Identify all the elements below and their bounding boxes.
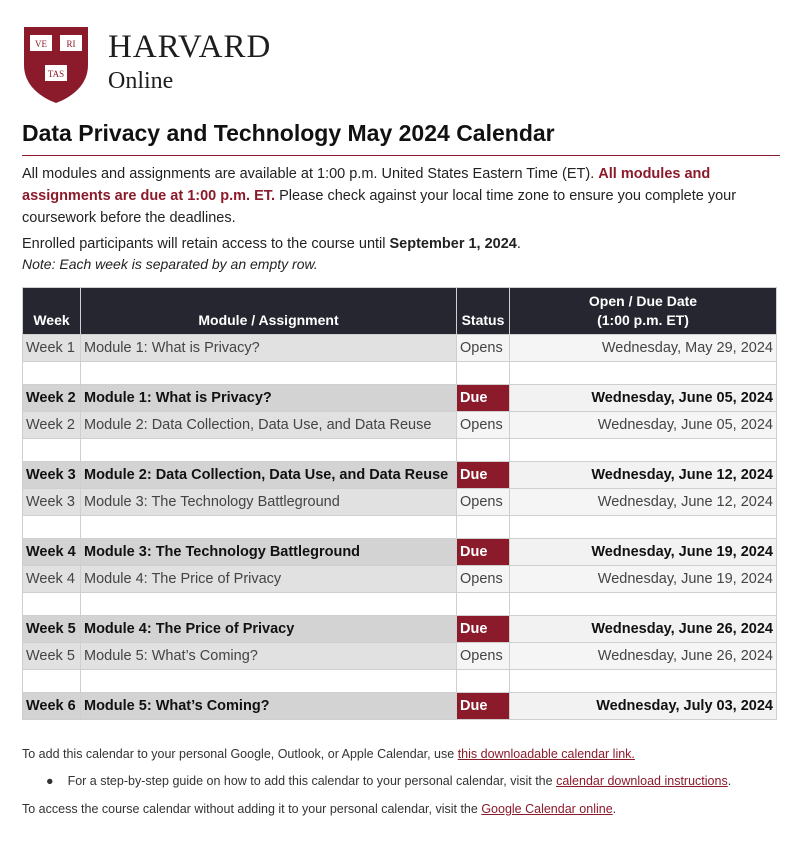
- intro-part1: All modules and assignments are available at 1:00 p.m. United States Eastern Time (ET).: [22, 166, 595, 182]
- harvard-shield-icon: [22, 25, 90, 105]
- harvard-online-logo: [22, 25, 271, 105]
- access-text: Enrolled participants will retain access to the course until: [22, 236, 386, 252]
- header-date: [510, 288, 777, 335]
- cell-module: Module 5: What’s Coming?: [81, 643, 457, 670]
- separator-row: [23, 439, 777, 462]
- header-module: Module / Assignment: [81, 288, 457, 335]
- bullet-dot-icon: ●: [46, 774, 54, 788]
- table-row: [23, 539, 777, 566]
- cell-date: Wednesday, June 19, 2024: [510, 539, 777, 566]
- cell-week: Week 4: [23, 566, 81, 593]
- intro-paragraph: [22, 163, 782, 229]
- cell-status: Opens: [457, 412, 510, 439]
- cell-week: Week 5: [23, 616, 81, 643]
- cell-date: Wednesday, June 05, 2024: [510, 385, 777, 412]
- table-row: [23, 412, 777, 439]
- cell-status-due: Due: [457, 385, 510, 412]
- cell-status: Opens: [457, 489, 510, 516]
- cell-status-due: Due: [457, 539, 510, 566]
- bullet-end: .: [727, 774, 732, 788]
- table-row: [23, 462, 777, 489]
- instructions-bullet: [46, 774, 731, 788]
- cell-date: Wednesday, June 12, 2024: [510, 489, 777, 516]
- cell-date: Wednesday, June 12, 2024: [510, 462, 777, 489]
- brand-text: [108, 29, 271, 95]
- cell-week: Week 6: [23, 693, 81, 720]
- bullet-text: For a step-by-step guide on how to add this calendar to your personal calendar, visit the: [67, 774, 553, 788]
- cell-date: Wednesday, June 26, 2024: [510, 616, 777, 643]
- header-date-line2: (1:00 p.m. ET): [597, 312, 689, 328]
- shield-text-tas: TAS: [47, 69, 65, 79]
- note-text: Note: Each week is separated by an empty row.: [22, 256, 318, 272]
- separator-row: [23, 670, 777, 693]
- separator-row: [23, 516, 777, 539]
- cell-date: Wednesday, June 19, 2024: [510, 566, 777, 593]
- footer-google-calendar-line: [22, 802, 616, 816]
- separator-row: [23, 593, 777, 616]
- footer-line1-text: To add this calendar to your personal Google, Outlook, or Apple Calendar, use: [22, 747, 455, 761]
- cell-week: Week 2: [23, 385, 81, 412]
- separator-row: [23, 362, 777, 385]
- cell-module: Module 1: What is Privacy?: [81, 385, 457, 412]
- cell-module: Module 5: What’s Coming?: [81, 693, 457, 720]
- cell-module: Module 2: Data Collection, Data Use, and Data Reuse: [81, 462, 457, 489]
- footer-line3-text: To access the course calendar without adding it to your personal calendar, visit the: [22, 802, 478, 816]
- cell-status: Opens: [457, 643, 510, 670]
- calendar-instructions-link[interactable]: calendar download instructions: [556, 774, 728, 788]
- cell-week: Week 3: [23, 462, 81, 489]
- cell-module: Module 3: The Technology Battleground: [81, 489, 457, 516]
- cell-week: Week 4: [23, 539, 81, 566]
- calendar-table: [22, 287, 777, 720]
- cell-week: Week 5: [23, 643, 81, 670]
- cell-date: Wednesday, May 29, 2024: [510, 335, 777, 362]
- table-row: [23, 385, 777, 412]
- downloadable-calendar-link[interactable]: this downloadable calendar link.: [457, 747, 635, 761]
- cell-module: Module 1: What is Privacy?: [81, 335, 457, 362]
- page-title: Data Privacy and Technology May 2024 Calendar: [22, 120, 555, 146]
- cell-week: Week 2: [23, 412, 81, 439]
- table-row: [23, 489, 777, 516]
- cell-status-due: Due: [457, 462, 510, 489]
- footer-line3-end: .: [612, 802, 617, 816]
- cell-date: Wednesday, July 03, 2024: [510, 693, 777, 720]
- cell-module: Module 4: The Price of Privacy: [81, 566, 457, 593]
- table-row: [23, 566, 777, 593]
- table-row: [23, 616, 777, 643]
- cell-date: Wednesday, June 26, 2024: [510, 643, 777, 670]
- brand-sub: Online: [108, 68, 174, 94]
- title-divider: [22, 155, 780, 156]
- footer-calendar-link-line: [22, 747, 635, 761]
- shield-text-ve: VE: [35, 39, 47, 49]
- header-date-line1: Open / Due Date: [588, 293, 698, 309]
- table-header-row: [23, 288, 777, 335]
- cell-status-due: Due: [457, 616, 510, 643]
- cell-week: Week 3: [23, 489, 81, 516]
- intro-due-notice: All modules and assignments are due at 1:00 p.m. ET.: [22, 166, 711, 204]
- table-row: [23, 335, 777, 362]
- cell-status: Opens: [457, 335, 510, 362]
- header-week: Week: [23, 288, 81, 335]
- cell-week: Week 1: [23, 335, 81, 362]
- cell-date: Wednesday, June 05, 2024: [510, 412, 777, 439]
- access-date: September 1, 2024: [389, 236, 517, 252]
- cell-status-due: Due: [457, 693, 510, 720]
- shield-text-ri: RI: [66, 39, 76, 49]
- cell-module: Module 4: The Price of Privacy: [81, 616, 457, 643]
- table-row: [23, 643, 777, 670]
- access-paragraph: [22, 233, 521, 255]
- cell-status: Opens: [457, 566, 510, 593]
- table-row: [23, 693, 777, 720]
- cell-module: Module 2: Data Collection, Data Use, and Data Reuse: [81, 412, 457, 439]
- google-calendar-link[interactable]: Google Calendar online: [481, 802, 613, 816]
- cell-module: Module 3: The Technology Battleground: [81, 539, 457, 566]
- header-status: Status: [457, 288, 510, 335]
- access-end: .: [516, 236, 521, 252]
- brand-name: HARVARD: [108, 29, 272, 65]
- intro-part3: Please check against your local time zone to ensure you complete your coursework before the deadlines.: [22, 188, 737, 226]
